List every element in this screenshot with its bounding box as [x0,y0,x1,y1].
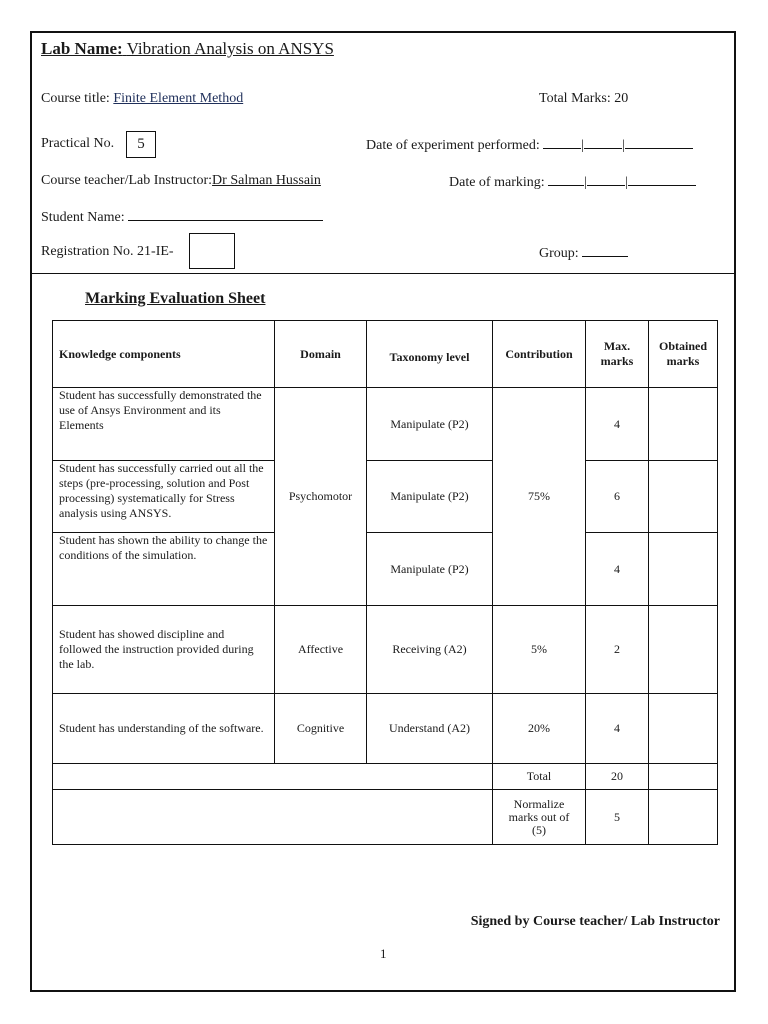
header-taxonomy: Taxonomy level [367,321,493,388]
header-knowledge: Knowledge components [53,321,275,388]
lab-name-value: Vibration Analysis on ANSYS [126,39,334,58]
domain-cell-psychomotor: Psychomotor [275,388,367,606]
practical-label: Practical No. [41,136,115,151]
group-blank[interactable] [582,244,628,257]
lab-sheet-page [30,31,736,992]
max-marks-cell: 4 [586,533,649,606]
date-experiment-day-blank[interactable] [543,136,581,149]
normalize-value: 5 [586,790,649,845]
normalize-obtained-cell[interactable] [649,790,718,845]
table-header-row [53,321,718,388]
teacher-value: Dr Salman Hussain [212,173,321,188]
table-row [53,388,718,461]
lab-name-line [41,39,334,59]
date-experiment-label: Date of experiment performed: [366,138,540,153]
header-contribution: Contribution [493,321,586,388]
date-marking-year-blank[interactable] [628,173,696,186]
table-row [53,694,718,764]
signature-line: Signed by Course teacher/ Lab Instructor [470,914,720,929]
knowledge-cell: Student has successfully demonstrated the use of Ansys Environment and its Elements [53,388,275,461]
obtained-marks-cell[interactable] [649,461,718,533]
course-title-label: Course title: [41,91,110,106]
knowledge-cell: Student has successfully carried out all the steps (pre-processing, solution and Post processing) systematically for Stress analysis using ANSYS. [53,461,275,533]
date-marking-label: Date of marking: [449,175,545,190]
course-title-line [41,91,243,107]
date-experiment-line: Date of experiment performed: | | [366,136,693,154]
total-blank-cell [53,764,493,790]
max-marks-cell: 6 [586,461,649,533]
table-row [53,606,718,694]
registration-box[interactable] [189,233,235,269]
taxonomy-cell: Manipulate (P2) [367,461,493,533]
knowledge-cell: Student has understanding of the software. [53,694,275,764]
course-title-value: Finite Element Method [113,91,244,106]
obtained-marks-cell[interactable] [649,533,718,606]
total-label: Total [493,764,586,790]
teacher-label: Course teacher/Lab Instructor: [41,173,213,188]
registration-label: Registration No. 21-IE- [41,244,174,259]
lab-name-label: Lab Name: [41,39,123,58]
contribution-cell: 5% [493,606,586,694]
total-marks: Total Marks: 20 [539,91,629,106]
max-marks-cell: 2 [586,606,649,694]
table-row [53,461,718,533]
taxonomy-cell: Manipulate (P2) [367,533,493,606]
obtained-marks-cell[interactable] [649,606,718,694]
knowledge-cell: Student has showed discipline and followed the instruction provided during the lab. [53,606,275,694]
domain-cell: Cognitive [275,694,367,764]
normalize-row [53,790,718,845]
taxonomy-cell: Receiving (A2) [367,606,493,694]
date-marking-month-blank[interactable] [587,173,625,186]
contribution-cell-psychomotor: 75% [493,388,586,606]
group-line [539,244,628,262]
marking-table [52,320,718,845]
date-marking-line: Date of marking: | | [449,173,696,191]
header-max-marks: Max. marks [586,321,649,388]
normalize-blank-cell [53,790,493,845]
domain-cell: Affective [275,606,367,694]
header-obtained-marks: Obtained marks [649,321,718,388]
obtained-marks-cell[interactable] [649,694,718,764]
page-number: 1 [380,946,387,961]
header-domain: Domain [275,321,367,388]
teacher-line [41,173,321,189]
student-name-label: Student Name: [41,210,125,225]
total-obtained-cell[interactable] [649,764,718,790]
student-name-blank[interactable] [128,208,323,221]
normalize-label: Normalize marks out of (5) [493,790,586,845]
table-row [53,533,718,606]
date-marking-day-blank[interactable] [548,173,584,186]
max-marks-cell: 4 [586,694,649,764]
sheet-title: Marking Evaluation Sheet [85,290,266,307]
knowledge-cell: Student has shown the ability to change the conditions of the simulation. [53,533,275,606]
header-separator [32,273,734,274]
total-row [53,764,718,790]
taxonomy-cell: Manipulate (P2) [367,388,493,461]
group-label: Group: [539,246,579,261]
student-name-line [41,208,323,226]
max-marks-cell: 4 [586,388,649,461]
practical-number-box[interactable]: 5 [126,131,156,158]
contribution-cell: 20% [493,694,586,764]
date-experiment-month-blank[interactable] [584,136,622,149]
obtained-marks-cell[interactable] [649,388,718,461]
taxonomy-cell: Understand (A2) [367,694,493,764]
total-value: 20 [586,764,649,790]
date-experiment-year-blank[interactable] [625,136,693,149]
